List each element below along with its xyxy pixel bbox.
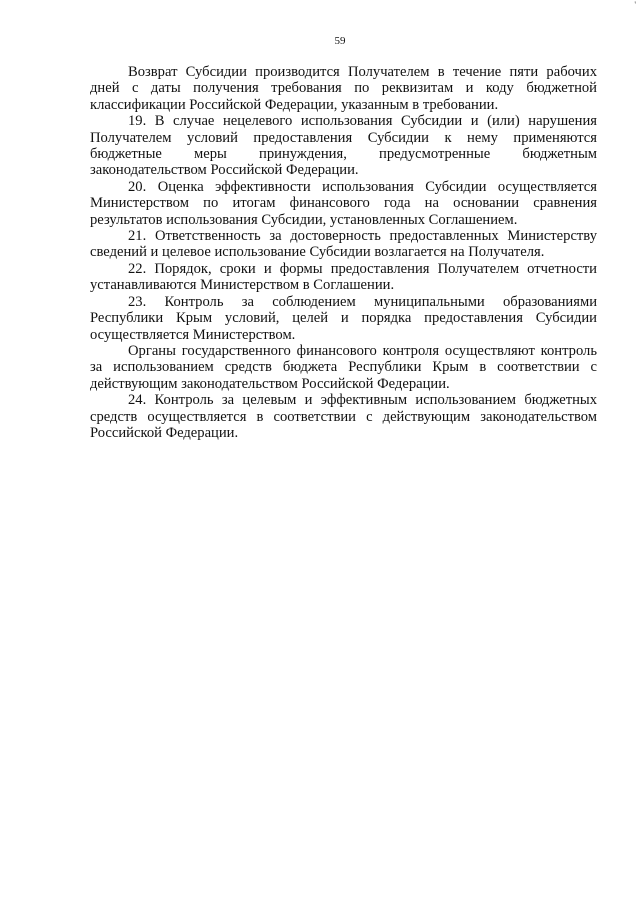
document-body — [90, 64, 597, 441]
paragraph-subsidy-return: Возврат Субсидии производится Получателем в течение пяти рабочих дней с даты получения требования по реквизитам и коду бюджетной классификации Российской Федерации, указанным в требовании. — [90, 64, 597, 113]
page-number: 59 — [334, 35, 346, 47]
paragraph-21: 21. Ответственность за достоверность предоставленных Министерству сведений и целевое использование Субсидии возлагается на Получателя. — [90, 228, 597, 261]
paragraph-23: 23. Контроль за соблюдением муниципальными образованиями Республики Крым условий, целей и порядка предоставления Субсидии осуществляется Министерством. — [90, 293, 597, 343]
corner-mark: ' — [634, 0, 636, 10]
paragraph-22: 22. Порядок, сроки и формы предоставления Получателем отчетности устанавливаются Министерством в Соглашении. — [90, 260, 597, 294]
paragraph-20: 20. Оценка эффективности использования Субсидии осуществляется Министерством по итогам финансового года на основании сравнения результатов использования Субсидии, установленных Соглашением. — [90, 178, 597, 228]
paragraph-financial-control: Органы государственного финансового контроля осуществляют контроль за использованием средств бюджета Республики Крым в соответствии с действующим законодательством Российской Федерации. — [90, 342, 597, 392]
paragraph-24: 24. Контроль за целевым и эффективным использованием бюджетных средств осуществляется в соответствии с действующим законодательством Российской Федерации. — [90, 392, 597, 441]
paragraph-19: 19. В случае нецелевого использования Субсидии и (или) нарушения Получателем условий предоставления Субсидии к нему применяются бюджетные меры принуждения, предусмотренные бюджетным законодательством Российской Федерации. — [90, 113, 597, 179]
